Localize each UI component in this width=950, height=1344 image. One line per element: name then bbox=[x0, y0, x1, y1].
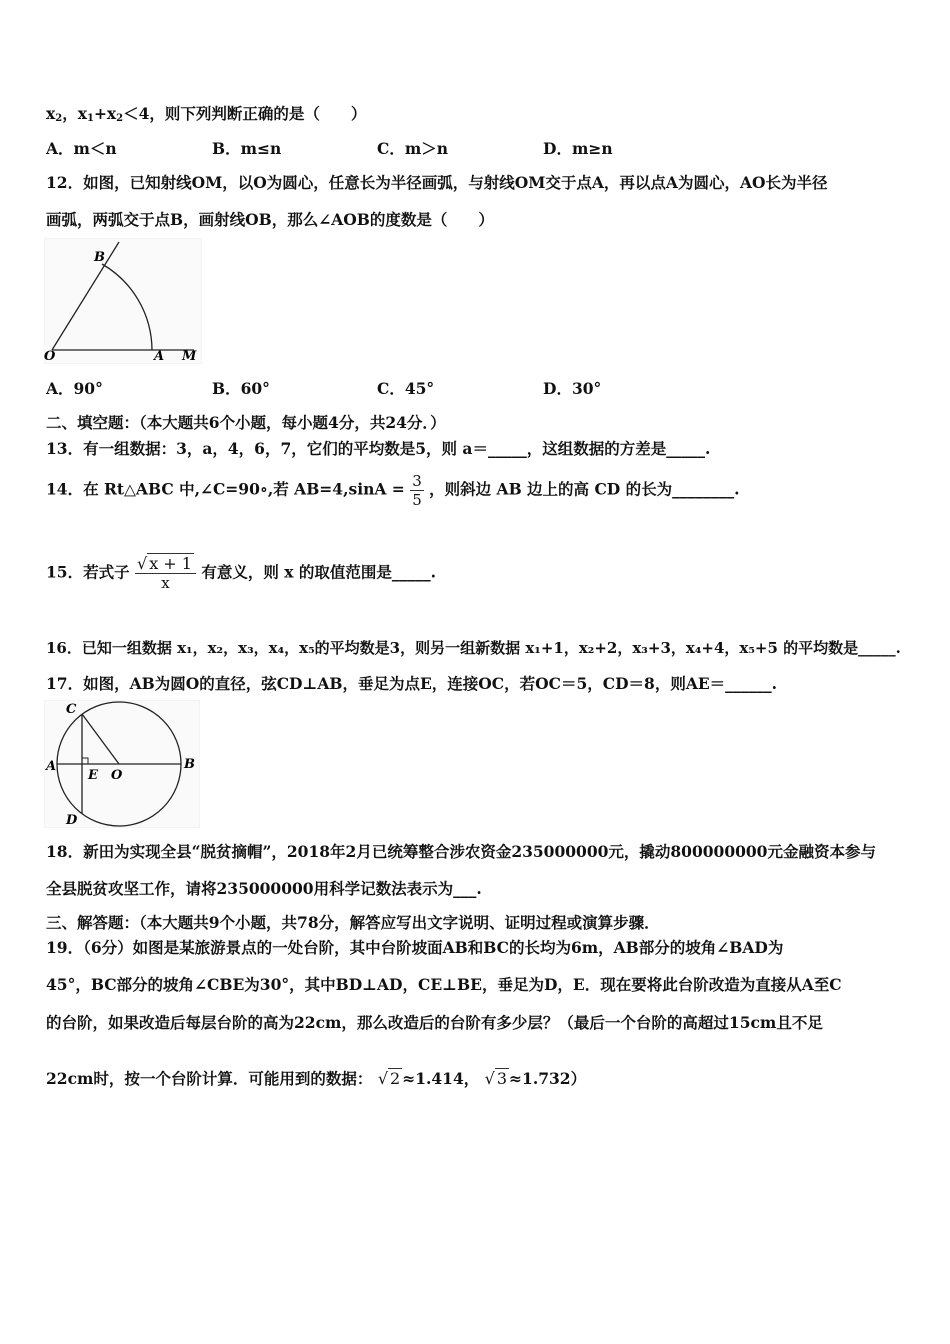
q12-figure bbox=[44, 238, 202, 364]
label-d: D bbox=[66, 813, 78, 828]
q12-option-a[interactable]: A．90° bbox=[46, 379, 103, 398]
q12-stem-line2: 画弧，两弧交于点B，画射线OB，那么∠AOB的度数是（ ） bbox=[46, 210, 494, 229]
q12-stem-line1: 12．如图，已知射线OM，以O为圆心，任意长为半径画弧，与射线OM交于点A，再以点A为圆心，AO长为半径 bbox=[46, 173, 828, 192]
q19-stem-line2: 45°，BC部分的坡角∠CBE为30°，其中BD⊥AD，CE⊥BE，垂足为D，E．现在要将此台阶改造为直接从A至C bbox=[46, 975, 842, 994]
label-m: M bbox=[182, 349, 197, 364]
sqrt-3: √ 3 bbox=[484, 1069, 508, 1088]
label-a: A bbox=[46, 759, 57, 774]
q11-option-c[interactable]: C．m＞n bbox=[377, 139, 449, 158]
label-e: E bbox=[88, 768, 98, 783]
q18-stem-line1: 18．新田为实现全县“脱贫摘帽”，2018年2月已统筹整合涉农资金235000000元，撬动800000000元金融资本参与 bbox=[46, 842, 876, 861]
section-2-heading: 二、填空题：（本大题共6个小题，每小题4分，共24分．） bbox=[46, 413, 446, 432]
q19-stem-line4: 22cm时，按一个台阶计算．可能用到的数据： √ 2 ≈1.414， √ 3 ≈1.732） bbox=[46, 1069, 587, 1088]
label-c: C bbox=[66, 702, 77, 717]
q17-figure bbox=[44, 700, 200, 828]
sqrt-2: √ 2 bbox=[377, 1069, 401, 1088]
label-b: B bbox=[94, 250, 105, 265]
label-b: B bbox=[184, 757, 195, 772]
q14-stem: 14．在 Rt△ABC 中,∠C=90∘,若 AB=4,sinA = $\frac{3}{5}$ ，则斜边 AB 边上的高 CD 的长为________. bbox=[46, 472, 740, 509]
label-o: O bbox=[111, 768, 123, 783]
q11-option-d[interactable]: D．m≥n bbox=[543, 139, 613, 158]
q16-stem: 16．已知一组数据 x₁，x₂，x₃，x₄，x₅的平均数是3，则另一组新数据 x₁+1，x₂+2，x₃+3，x₄+4，x₅+5 的平均数是_____. bbox=[46, 639, 901, 657]
q12-option-b[interactable]: B．60° bbox=[212, 379, 270, 398]
q11-option-a[interactable]: A．m＜n bbox=[46, 139, 117, 158]
q19-stem-line3: 的台阶，如果改造后每层台阶的高为22cm，那么改造后的台阶有多少层？（最后一个台阶的高超过15cm且不足 bbox=[46, 1013, 823, 1032]
q12-option-c[interactable]: C．45° bbox=[377, 379, 435, 398]
q17-stem: 17．如图，AB为圆O的直径，弦CD⊥AB，垂足为点E，连接OC，若OC＝5，CD＝8，则AE＝______. bbox=[46, 674, 778, 693]
q15-stem: 15．若式子 $\frac{√ x + 1}{x}$ 有意义，则 x 的取值范围是_____. bbox=[46, 554, 437, 592]
q11-stem-tail: $x_2$，$x_1+x_2<4$，则下列判断正确的是（ ） bbox=[46, 104, 367, 124]
sqrt-symbol: √ x + 1 bbox=[136, 554, 192, 573]
label-o: O bbox=[44, 349, 56, 364]
q15-fraction: $\frac{√ x + 1}{x}$ bbox=[135, 555, 196, 592]
q14-fraction: $\frac{3}{5}$ bbox=[412, 472, 422, 509]
q12-option-d[interactable]: D．30° bbox=[543, 379, 602, 398]
q11-option-b[interactable]: B．m≤n bbox=[212, 139, 282, 158]
label-a: A bbox=[154, 349, 165, 364]
section-3-heading: 三、解答题：（本大题共9个小题，共78分，解答应写出文字说明、证明过程或演算步骤． bbox=[46, 913, 660, 932]
q18-stem-line2: 全县脱贫攻坚工作，请将235000000用科学记数法表示为___. bbox=[46, 879, 482, 898]
q13-stem: 13．有一组数据：3，a，4，6，7，它们的平均数是5，则 a＝_____，这组数据的方差是_____. bbox=[46, 439, 711, 458]
q19-stem-line1: 19．（6分）如图是某旅游景点的一处台阶，其中台阶坡面AB和BC的长均为6m，AB部分的坡角∠BAD为 bbox=[46, 938, 784, 957]
